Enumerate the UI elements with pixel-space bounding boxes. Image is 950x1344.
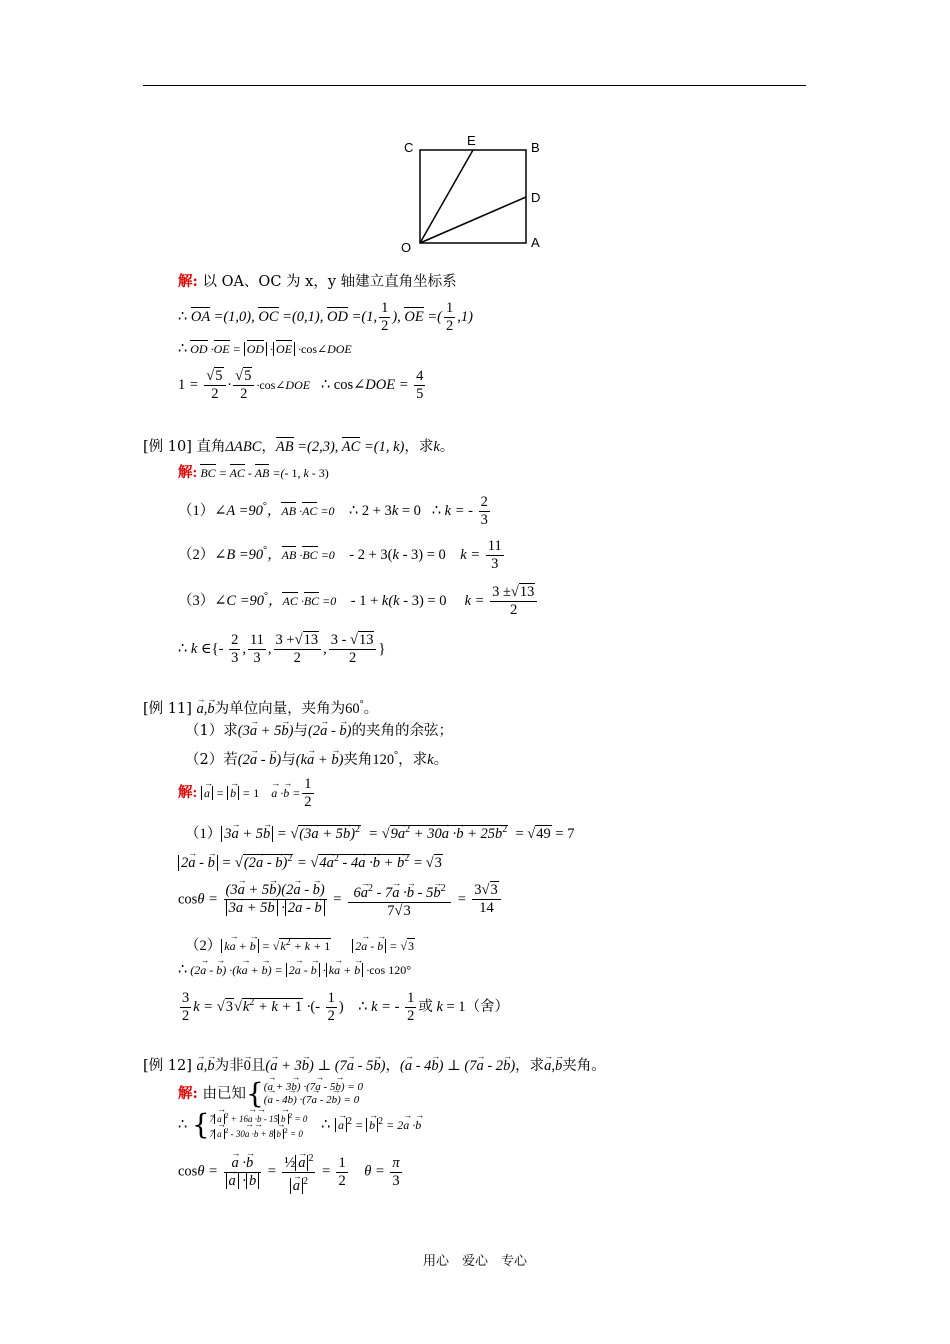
label-D: D <box>531 190 541 205</box>
ex10-case2: （2）∠B =90°，AB ·BC =0 - 2 + 3(k - 3) = 0 k = $\frac{11}{3}$ <box>178 538 502 572</box>
solve-label: 解: <box>178 465 198 481</box>
ex11-mod1: （1） $3\to a + 5\to b = √(3\to a + 5\to b)^2 = √9\to a^2 + 30\to a \cdot\to b + 25\to b^2 = √49 = 7$ <box>185 820 574 844</box>
ex12-stem-b: 且 <box>250 1058 266 1074</box>
sol9-dot: ∴ OD ·OE = OD · OE ·cos∠DOE <box>178 341 352 357</box>
ex11-stem: [例 11] → a,→ b为单位向量，夹角为60°。 <box>143 695 378 719</box>
ex11-mod2: 2→ a - → b = √(2→ a - → $b)^2 = √4\to a^2 - 4\to a \cdot\to b$ + → $b^2 = √3$ <box>178 849 443 873</box>
sol9-result: 1 = $\frac{√5}{2}$ · $\frac{√5}{2}$ ·cos∠DOE ∴ cos∠DOE = $\frac{4}{5}$ <box>178 368 424 402</box>
ex10-case3: （3）∠C =90°，AC ·BC =0 - 1 + k(k - 3) = 0 k = $\frac{3 \pm√13}{2}$ <box>178 584 539 619</box>
ex11-case2: （2） k→ a + → $b = √k^2 + k + 1$ 2→ a - → b = √3 <box>185 933 415 956</box>
ex11-unit: 解: → a = → b = 1 → a ·→ b = $\frac{1}{2}$ <box>178 776 316 811</box>
header-rule <box>143 85 806 86</box>
case1-label: （1） <box>178 502 215 519</box>
q2-ask: ，求 <box>398 751 428 768</box>
q1-mid: 与 <box>293 723 308 739</box>
ex10-tag: [例 10] <box>143 439 192 455</box>
ex12-known: 解: 由已知{ (→ a + 3→ b) ·(7→ a - 5→ b) = 0 (→ a - 4→ b) ·(7→ a - 2→ b) = 0 <box>178 1080 363 1108</box>
ex12-known-text: 由已知 <box>202 1086 246 1102</box>
ex10-ask: ，求 <box>404 439 434 455</box>
q2-mid: 与 <box>281 751 296 768</box>
case1-label: （1） <box>185 825 222 842</box>
ex11-result: $\frac{3}{2}$ $k = √3√k^2 + k + 1$ ·(- $\frac{1}{2}$ ) ∴ k = - $\frac{1}{2}$ 或 k = 1（舍） <box>182 990 510 1024</box>
ex12-stem: [例 12] → a,→ b为非→ 0且(→ a + 3→ b) ⊥ (7→ a - 5→ b)，(→ a - 4→ b) ⊥ (7→ a - 2→ b)，求→ a,→ b夹角。 <box>143 1056 606 1076</box>
label-E: E <box>467 133 476 148</box>
solve-label: 解: <box>178 784 198 801</box>
ex12-stem-a: 为非 <box>214 1058 244 1074</box>
footer: 用心 爱心 专心 <box>422 1254 527 1269</box>
ex10-answer: ∴ k ∈{- $\frac{2}{3}$ , $\frac{11}{3}$ , $\frac{3 +√13}{2}$ , $\frac{3 - √13}{2}$ } <box>178 632 386 666</box>
ex10-case1: （1）∠A =90°，AB ·AC =0 ∴ 2 + 3k = 0 ∴ k = - $\frac{2}{3}$ <box>178 494 488 528</box>
ex12-ask: ，求 <box>515 1058 545 1074</box>
ex10-bc: 解: BC = AC - AB =(- 1, k - 3) <box>178 465 329 481</box>
q2-post: 夹角 <box>343 751 373 768</box>
ex11-q2: （2）若(2→ a - → b)与(k→ a + → b)夹角120°，求k。 <box>185 746 448 770</box>
sol9-intro <box>178 272 457 292</box>
label-A: A <box>531 235 540 250</box>
solve-label: 解: <box>178 273 198 290</box>
q1-post: 的夹角的余弦； <box>351 723 453 739</box>
label-B: B <box>531 140 540 155</box>
ex11-dot: ∴ (2→ a - → b) ·(k→ a + → b) = 2→ a - → b · k→ a + → b ·cos 120° <box>178 960 411 980</box>
q1-pre: （1）求 <box>185 723 238 739</box>
ex11-q1: （1）求(3→ a + 5→ b)与(2→ a - → b)的夹角的余弦； <box>185 721 453 741</box>
case2-label: （2） <box>178 546 215 563</box>
ex11-stem-text: 为单位向量，夹角为 <box>214 700 346 717</box>
sol9-vectors: ∴ OA =(1,0), OC =(0,1), OD =(1, $\frac{1}{2}$ ), OE =( $\frac{1}{2}$ ,1) <box>178 300 473 334</box>
ex11-cos: cosθ = $\frac{(3\to a + 5\to b)(2\to a - \to b)}{3\to a + 5\to b \cdot 2\to a - \to b}$ = $\frac{6\to a^2 - 7\to a \cdot\to b - 5\to b^2}{7√3}$ = $\frac{3√3}{14}$ <box>178 880 503 920</box>
ex12-tag: [例 12] <box>143 1058 192 1074</box>
ex10-stem-text: 直角 <box>196 439 226 455</box>
discard-text: （舍） <box>465 998 510 1015</box>
ex10-stem: [例 10] 直角ΔABC，AB =(2,3), AC =(1, k)，求k。 <box>143 439 455 455</box>
ex12-ask-end: 夹角。 <box>562 1058 606 1074</box>
square-figure <box>395 130 555 255</box>
ex12-system: ∴ { 7→ a $^2$ + 16→ a ·→ b - 15→ b $^2$ = 0 7→ a $^2$ - 30→ a ·→ b + 8→ b $^2$ = 0 ∴ → a $^2$ = → b $^2$ = 2→ a ·→ b <box>178 1110 421 1140</box>
or-text: 或 <box>418 998 433 1015</box>
ex12-cos: cosθ = → a ·→ b → a ·→ b = ½→ a $^2$ → a $^2$ = $\frac{1}{2}$ θ = $\frac{\pi}{3}$ <box>178 1150 404 1195</box>
sol9-intro-text: 以 OA、OC 为 x，y 轴建立直角坐标系 <box>202 274 457 290</box>
solve-label: 解: <box>178 1085 198 1102</box>
q2-pre: （2）若 <box>185 751 238 768</box>
label-C: C <box>404 140 414 155</box>
ex11-tag: [例 11] <box>143 700 192 717</box>
case2-label: （2） <box>185 938 222 954</box>
case3-label: （3） <box>178 592 215 609</box>
label-O: O <box>401 240 412 255</box>
